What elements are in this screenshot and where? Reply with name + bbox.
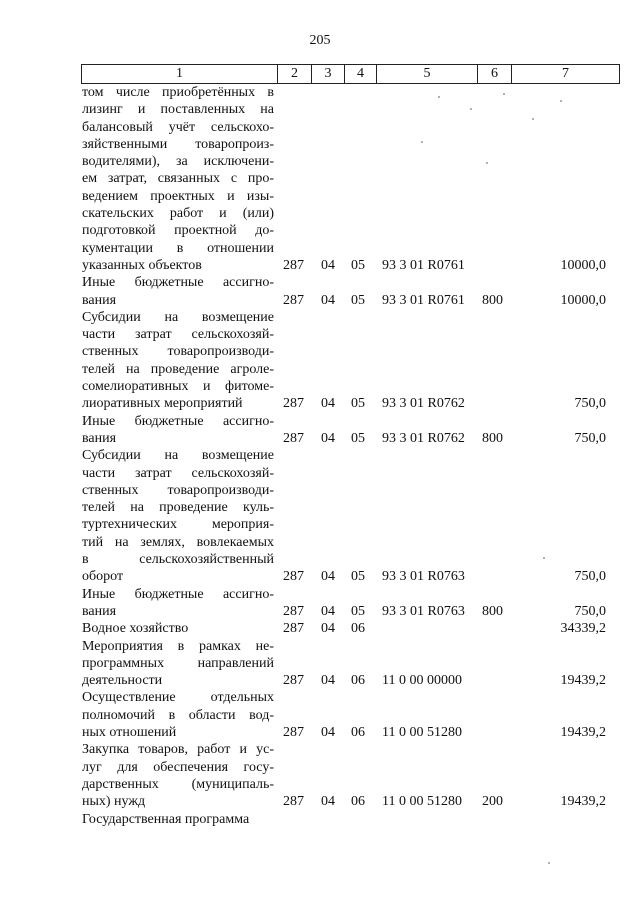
cell-c4: 06 xyxy=(351,673,365,689)
table-row xyxy=(0,274,640,309)
cell-c7: 19439,2 xyxy=(560,673,606,689)
header-col-5: 5 xyxy=(377,65,478,83)
table-row xyxy=(0,586,640,621)
description-line: тий на землях, вовлекаемых xyxy=(82,534,274,550)
cell-c5: 11 0 00 51280 xyxy=(382,794,462,810)
cell-c5: 93 3 01 R0761 xyxy=(382,292,465,308)
cell-c7: 19439,2 xyxy=(560,794,606,810)
cell-c4: 05 xyxy=(351,569,365,585)
header-col-3: 3 xyxy=(312,65,345,83)
cell-c3: 04 xyxy=(321,430,335,446)
description-line: Водное хозяйство xyxy=(82,621,189,637)
cell-c5: 93 3 01 R0763 xyxy=(382,603,465,619)
description-line: лиоративных мероприятий xyxy=(82,396,243,412)
cell-c2: 287 xyxy=(283,725,304,741)
scan-speck xyxy=(548,862,550,864)
cell-c2: 287 xyxy=(283,258,304,273)
cell-c7: 10000,0 xyxy=(560,258,606,273)
description-line: лизинг и поставленных на xyxy=(82,102,274,118)
description-line: вания xyxy=(82,430,117,446)
cell-c6: 800 xyxy=(482,603,503,619)
row-description xyxy=(82,689,274,741)
description-line: водителями), за исключени- xyxy=(82,154,274,170)
description-line: Субсидии на возмещение xyxy=(82,448,274,464)
description-line: полномочий в области вод- xyxy=(82,707,274,723)
description-line: части затрат сельскохозяй- xyxy=(82,327,274,343)
page-number: 205 xyxy=(309,33,331,48)
cell-c5: 93 3 01 R0761 xyxy=(382,258,465,273)
description-line: вания xyxy=(82,603,117,619)
header-col-4: 4 xyxy=(345,65,377,83)
description-line: туртехнических мероприя- xyxy=(82,517,274,533)
description-line: вания xyxy=(82,292,117,308)
cell-c2: 287 xyxy=(283,396,304,412)
scan-speck xyxy=(543,557,545,559)
description-line: телей на проведение куль- xyxy=(82,500,274,516)
header-col-1: 1 xyxy=(82,65,278,83)
cell-c4: 05 xyxy=(351,603,365,619)
description-line: ем затрат, связанных с про- xyxy=(82,171,274,187)
cell-c4: 06 xyxy=(351,725,365,741)
cell-c2: 287 xyxy=(283,673,304,689)
description-line: части затрат сельскохозяй- xyxy=(82,465,274,481)
table-row xyxy=(0,413,640,448)
description-line: зяйственными товаропроиз- xyxy=(82,136,274,152)
table-header-row xyxy=(81,64,620,84)
description-line: программных направлений xyxy=(82,655,274,671)
description-line: том числе приобретённых в xyxy=(82,85,274,100)
row-description xyxy=(82,447,274,585)
description-line: Иные бюджетные ассигно- xyxy=(82,586,274,602)
description-line: ственных товаропроизводи- xyxy=(82,344,274,360)
cell-c4: 05 xyxy=(351,396,365,412)
cell-c2: 287 xyxy=(283,292,304,308)
description-line: ных) нужд xyxy=(82,794,146,810)
scan-speck xyxy=(503,93,505,95)
table-row xyxy=(0,638,640,690)
header-col-2: 2 xyxy=(278,65,312,83)
description-line: Субсидии на возмещение xyxy=(82,309,274,325)
header-col-7: 7 xyxy=(562,66,569,81)
cell-c7: 19439,2 xyxy=(560,725,606,741)
description-line: деятельности xyxy=(82,673,163,689)
description-line: кументации в отношении xyxy=(82,240,274,256)
scan-speck xyxy=(532,118,534,120)
cell-c5: 11 0 00 00000 xyxy=(382,673,462,689)
cell-c5: 93 3 01 R0762 xyxy=(382,396,465,412)
cell-c7: 34339,2 xyxy=(560,621,606,637)
scan-speck xyxy=(470,108,472,110)
description-line: ственных товаропроизводи- xyxy=(82,482,274,498)
table-row xyxy=(0,309,640,413)
table-row xyxy=(0,84,640,274)
cell-c2: 287 xyxy=(283,621,304,637)
cell-c3: 04 xyxy=(321,396,335,412)
row-description xyxy=(82,638,274,690)
description-line: Государственная программа xyxy=(82,811,250,827)
description-line: скательских работ и (или) xyxy=(82,206,274,222)
description-line: указанных объектов xyxy=(82,257,202,273)
table-body xyxy=(0,84,640,828)
cell-c4: 06 xyxy=(351,794,365,810)
cell-c3: 04 xyxy=(321,725,335,741)
cell-c5: 93 3 01 R0763 xyxy=(382,569,465,585)
cell-c2: 287 xyxy=(283,603,304,619)
header-col-6: 6 xyxy=(478,65,512,83)
cell-c2: 287 xyxy=(283,794,304,810)
cell-c6: 800 xyxy=(482,430,503,446)
description-line: Иные бюджетные ассигно- xyxy=(82,413,274,429)
cell-c3: 04 xyxy=(321,603,335,619)
row-description xyxy=(82,413,274,448)
description-line: сомелиоративных и фитоме- xyxy=(82,379,274,395)
description-line: телей на проведение агроле- xyxy=(82,361,274,377)
cell-c7: 750,0 xyxy=(574,569,606,585)
cell-c3: 04 xyxy=(321,621,335,637)
cell-c4: 05 xyxy=(351,292,365,308)
cell-c3: 04 xyxy=(321,569,335,585)
description-line: Иные бюджетные ассигно- xyxy=(82,275,274,291)
description-line: Мероприятия в рамках не- xyxy=(82,638,274,654)
table-row xyxy=(0,689,640,741)
row-description xyxy=(82,309,274,413)
cell-c5: 93 3 01 R0762 xyxy=(382,430,465,446)
cell-c7: 750,0 xyxy=(574,396,606,412)
cell-c3: 04 xyxy=(321,673,335,689)
description-line: ведением проектных и изы- xyxy=(82,188,274,204)
cell-c3: 04 xyxy=(321,794,335,810)
cell-c7: 750,0 xyxy=(574,603,606,619)
cell-c3: 04 xyxy=(321,292,335,308)
cell-c4: 05 xyxy=(351,258,365,273)
row-description xyxy=(82,84,274,274)
description-line: в сельскохозяйственный xyxy=(82,552,274,568)
row-description xyxy=(82,274,274,309)
scan-speck xyxy=(438,96,440,98)
cell-c5: 11 0 00 51280 xyxy=(382,725,462,741)
description-line: ных отношений xyxy=(82,725,177,741)
cell-c2: 287 xyxy=(283,569,304,585)
table-row xyxy=(0,620,640,637)
cell-c4: 05 xyxy=(351,430,365,446)
description-line: Осуществление отдельных xyxy=(82,690,274,706)
cell-c4: 06 xyxy=(351,621,365,637)
table-row xyxy=(0,447,640,585)
row-description xyxy=(82,811,274,828)
cell-c6: 800 xyxy=(482,292,503,308)
description-line: Закупка товаров, работ и ус- xyxy=(82,742,274,758)
description-line: дарственных (муниципаль- xyxy=(82,776,274,792)
cell-c7: 750,0 xyxy=(574,430,606,446)
description-line: балансовый учёт сельскохо- xyxy=(82,119,274,135)
cell-c6: 200 xyxy=(482,794,503,810)
table-row xyxy=(0,741,640,810)
scan-speck xyxy=(486,162,488,164)
cell-c3: 04 xyxy=(321,258,335,273)
description-line: луг для обеспечения госу- xyxy=(82,759,274,775)
description-line: оборот xyxy=(82,569,124,585)
row-description xyxy=(82,741,274,810)
scan-speck xyxy=(421,141,423,143)
row-description xyxy=(82,620,274,637)
cell-c2: 287 xyxy=(283,430,304,446)
description-line: подготовкой проектной до- xyxy=(82,223,274,239)
scan-speck xyxy=(560,100,562,102)
cell-c7: 10000,0 xyxy=(560,292,606,308)
row-description xyxy=(82,586,274,621)
table-row xyxy=(0,811,640,828)
